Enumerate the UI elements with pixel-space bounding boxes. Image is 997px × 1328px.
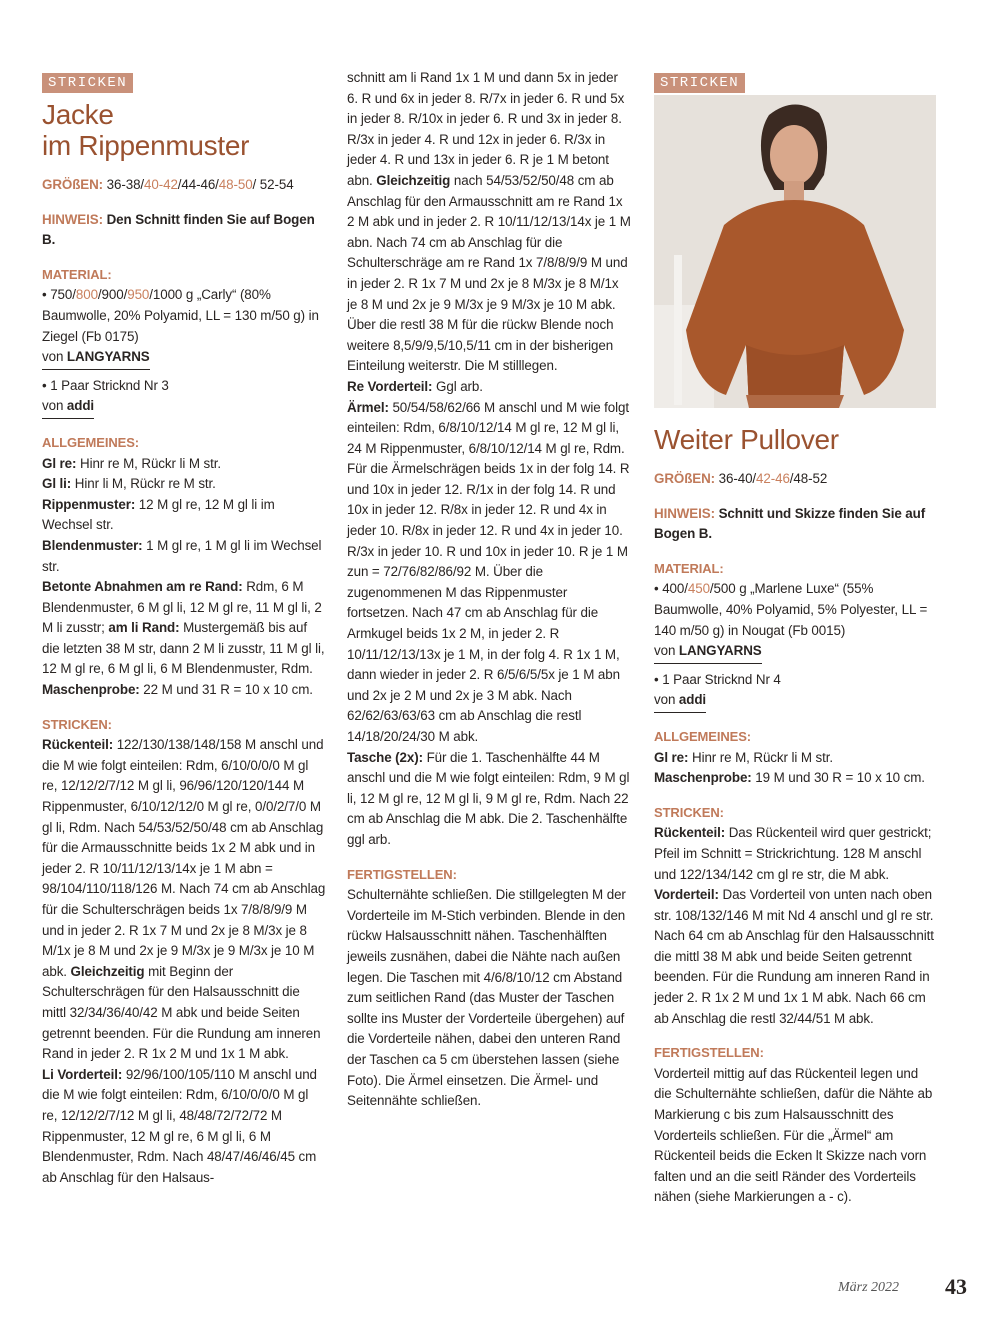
finish-heading: FERTIGSTELLEN: — [347, 866, 457, 882]
sizes: GRÖßEN: 36-38/40-42/44-46/48-50/ 52-54 — [42, 177, 294, 192]
material-heading: MATERIAL: — [654, 560, 724, 576]
material-yarn: • 400/450/500 g „Marlene Luxe“ (55% Baumwolle, 40% Polyamid, 5% Polyester, LL = 140 m/50 g) in Nougat (Fb 0015) — [654, 581, 928, 638]
gl-li: Gl li: Hinr li M, Rückr re M str. — [42, 476, 216, 492]
middle-column — [347, 68, 632, 1112]
general-heading: ALLGEMEINES: — [654, 728, 752, 744]
sizes: GRÖßEN: 36-40/42-46/48-52 — [654, 471, 828, 486]
knit-heading: STRICKEN: — [654, 804, 724, 820]
photo-illustration — [654, 95, 936, 408]
article-title: Weiter Pullover — [654, 424, 839, 455]
title-line-2: im Rippenmuster — [42, 130, 250, 161]
page-number: 43 — [945, 1274, 967, 1299]
maschenprobe: Maschenprobe: 19 M und 30 R = 10 x 10 cm. — [654, 770, 925, 786]
general-heading: ALLGEMEINES: — [42, 434, 140, 450]
material-brand-2: von addi — [654, 690, 936, 713]
hint: HINWEIS: Schnitt und Skizze finden Sie auf Bogen B. — [654, 505, 926, 542]
right-front-part: Re Vorderteil: Ggl arb. — [347, 378, 483, 394]
neckline-shaping: schnitt am li Rand 1x 1 M und dann 5x in jeder 6. R und 6x in jeder 8. R/7x in jeder 6. R und 5x in jeder 8. R/10x in jeder 6. R und 3x in jeder 8. R/3x in jeder 4. R und 12x in jeder 6. R/3x in jeder 4. R und 13x in jeder 6. R je 1 M betont abn. Gleichzeitig nach 54/53/52/50/48 cm ab Anschlag für den Armausschnitt am re Rand 1x 2 M abk und in jeder 2. R 10/11/12/13/14x je 1 M abn. Nach 74 cm ab Anschlag für die Schulterschräge am re Rand 1x 7/8/8/9/9 M und in jeder 2. R 1x 7 M und 2x je 8 M/3x je 8 M/1x je 8 M und 2x je 9 M/3x je 9 M/3x je 10 M abk. Über die restl 38 M für die rückw Blende noch weitere 8,5/9/9,5/10,5/11 cm in der bisherigen Einteilung weiterstr. Die M stilllegen. — [347, 70, 631, 374]
knit-heading: STRICKEN: — [42, 716, 112, 732]
back-part: Rückenteil: 122/130/138/148/158 M anschl und die M wie folgt einteilen: Rdm, 6/10/0/0/0 M gl re, 12/12/2/7/12 M gl li, 96/96/120/120/144 M Rippenmuster, 6/10/12/12/0 M gl re, 0/0/2/7/0 M gl li, Rdm. Nach 54/53/52/50/48 cm ab Anschlag für die Armausschnitte beids 1x 2 M abk und in jeder 2. R 10/11/12/13/14x je 1 M abn = 98/104/110/118/126 M. Nach 74 cm ab Anschlag für die Schulterschrägen beids 1x 7/8/8/9/9 M und in jeder 2. R 1x 7 M und 2x je 8 M/3x je 8 M/1x je 8 M und 2x je 9 M/3x je 9 M/3x je 10 M abk. Gleichzeitig mit Beginn der Schulterschrägen für den Halsausschnitt die mittl 32/34/36/40/42 M abk und beide Seiten getrennt beenden. Für die Rundung am inneren Rand in jeder 2. R 1x 2 M und 1x 1 M abk. — [42, 737, 326, 1062]
hint: HINWEIS: Den Schnitt finden Sie auf Bogen B. — [42, 211, 315, 248]
finish-text: Vorderteil mittig auf das Rückenteil legen und die Schulternähte schließen, dafür die Nähte ab Markierung c bis zum Halsausschnitt des Vorderteils schließen. Für die „Ärmel“ am Rückenteil beids die Ecken lt Skizze nach vorn falten und an die seitl Ränder des Vorderteils nähen (siehe Markierungen a - c). — [654, 1065, 933, 1205]
material-needles: • 1 Paar Stricknd Nr 3 — [42, 377, 169, 393]
model-photo — [654, 95, 936, 408]
right-article — [654, 72, 936, 1208]
gl-re: Gl re: Hinr re M, Rückr li M str. — [42, 455, 221, 471]
material-heading: MATERIAL: — [42, 266, 112, 282]
section-tag: STRICKEN — [654, 73, 745, 93]
material-brand-1: von LANGYARNS — [654, 641, 936, 664]
rippenmuster: Rippenmuster: 12 M gl re, 12 M gl li im Wechsel str. — [42, 496, 275, 533]
finish-heading: FERTIGSTELLEN: — [654, 1045, 764, 1061]
material-brand-1: von LANGYARNS — [42, 347, 326, 370]
back-part: Rückenteil: Das Rückenteil wird quer gestrickt; Pfeil im Schnitt = Strickrichtung. 128 M anschl und 122/134/142 cm gl re str, die M abk. — [654, 825, 932, 882]
betonte-abnahmen: Betonte Abnahmen am re Rand: Rdm, 6 M Blendenmuster, 6 M gl li, 12 M gl re, 11 M gl li, 2 M li zusstr; am li Rand: Mustergemäß bis auf die letzten 38 M str, dann 2 M li zusstr, 11 M gl li, 12 M gl re, 6 M gl li, 6 M Blendenmuster, Rdm. — [42, 579, 325, 677]
section-tag: STRICKEN — [42, 73, 133, 93]
material-yarn: • 750/800/900/950/1000 g „Carly“ (80% Baumwolle, 20% Polyamid, LL = 130 m/50 g) in Ziegel (Fb 0175) — [42, 287, 319, 344]
issue-date: März 2022 — [838, 1280, 900, 1295]
finish-text: Schulternähte schließen. Die stillgelegten M der Vorderteile im M-Stich verbinden. Blende in den rückw Halsausschnitt nähen. Taschenhälften jeweils zusnähen, dabei die Nähte nach außen legen. Die Taschen mit 4/6/8/10/12 cm Abstand zum seitlichen Rand (das Muster der Taschen sollte ins Muster der Vorderteile übergehen) auf die Vorderteile nähen, dabei den unteren Rand der Taschen ca 5 cm überstehen lassen (siehe Foto). Die Ärmel einsetzen. Die Ärmel- und Seitennähte schließen. — [347, 887, 626, 1109]
gl-re: Gl re: Hinr re M, Rückr li M str. — [654, 749, 833, 765]
pocket: Tasche (2x): Für die 1. Taschenhälfte 44 M anschl und die M wie folgt einteilen: Rdm, 9 M gl li, 12 M gl re, 12 M gl li, 9 M gl re, Rdm. Nach 22 cm ab Anschlag die M abk. Die 2. Taschenhälfte ggl arb. — [347, 749, 630, 847]
blendenmuster: Blendenmuster: 1 M gl re, 1 M gl li im Wechsel str. — [42, 537, 322, 574]
title-line-1: Jacke — [42, 99, 114, 130]
left-front-part: Li Vorderteil: 92/96/100/105/110 M anschl und die M wie folgt einteilen: Rdm, 6/10/0/0/0 M gl re, 12/12/2/7/12 M gl li, 48/48/72/72/72 M Rippenmuster, 12 M gl re, 6 M gl li, 6 M Blendenmuster, Rdm. Nach 48/47/46/46/45 cm ab Anschlag für den Halsaus- — [42, 1066, 317, 1185]
material-brand-2: von addi — [42, 396, 326, 419]
material-needles: • 1 Paar Stricknd Nr 4 — [654, 671, 781, 687]
front-part: Vorderteil: Das Vorderteil von unten nach oben str. 108/132/146 M mit Nd 4 anschl und gl re str. Nach 64 cm ab Anschlag für den Halsausschnitt die mittl 38 M abk und beide Seiten getrennt beenden. Für die Rundung am inneren Rand in jeder 2. R 1x 2 M und 1x 1 M abk. Nach 66 cm ab Anschlag die restl 32/44/51 M abk. — [654, 887, 934, 1026]
left-article — [42, 72, 326, 1188]
article-title — [42, 99, 326, 161]
sleeve: Ärmel: 50/54/58/62/66 M anschl und M wie folgt einteilen: Rdm, 6/8/10/12/14 M gl re, 12 M gl li, 24 M Rippenmuster, 6/8/10/12/14 M gl re, Rdm. Für die Ärmelschrägen beids 1x in der folg 14. R und 10x in jeder 12. R/1x in der folg 14. R und 10x in jeder 12. R/8x in jeder 12. R und 4x in jeder 10. R/8x in jeder 12. R und 4x in jeder 10. R/3x in jeder 10. R und 10x in jeder 10. R je 1 M zun = 72/76/82/86/92 M. Über die zugenommenen M das Rippenmuster fortsetzen. Nach 47 cm ab Anschlag für die Armkugel beids 1x 2 M, in jeder 2. R 10/11/12/13/13x je 1 M, in der folg 4. R 1x 1 M, dann wieder in jeder 2. R 6/5/6/5/5x je 1 M abn und 2x je 2 M und 2x je 3 M abk. Nach 62/62/63/63/63 cm ab Anschlag die restl 14/18/20/24/30 M abk. — [347, 399, 630, 744]
maschenprobe: Maschenprobe: 22 M und 31 R = 10 x 10 cm. — [42, 682, 313, 698]
